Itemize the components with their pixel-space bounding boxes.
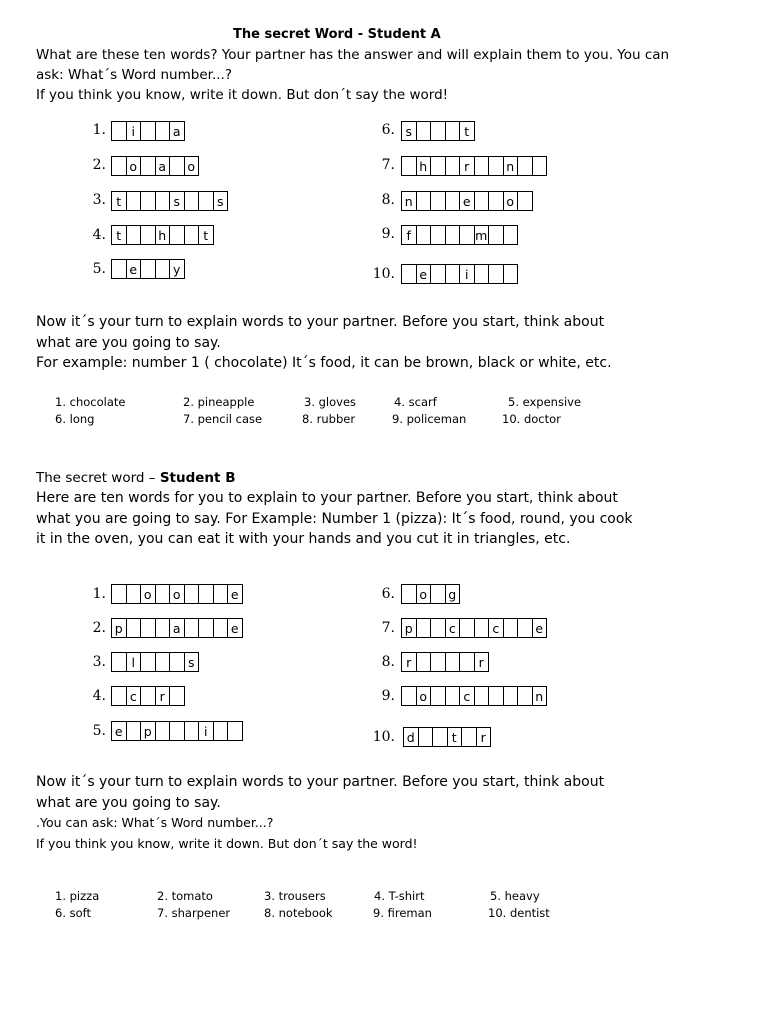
intro-student-b (36, 488, 633, 550)
turn-line: Now it´s your turn to explain words to your partner. Before you start, think about (36, 314, 605, 330)
letter-box (517, 686, 533, 706)
letter-box: l (126, 652, 142, 672)
letter-box (430, 686, 446, 706)
letter-box (445, 121, 461, 141)
puzzle-label: 9. (381, 226, 395, 242)
letter-box (488, 191, 504, 211)
word-item: 1. pizza (55, 889, 100, 903)
letter-box: o (416, 686, 432, 706)
letter-box: n (532, 686, 548, 706)
letter-box (503, 686, 519, 706)
letter-box (459, 618, 475, 638)
letter-boxes (111, 618, 243, 638)
letter-box: s (169, 191, 185, 211)
letter-boxes (401, 225, 518, 245)
letter-box (459, 225, 475, 245)
puzzle-label: 8. (381, 654, 395, 670)
letter-boxes (111, 652, 199, 672)
letter-box: e (532, 618, 548, 638)
letter-box (517, 156, 533, 176)
word-item: 2. tomato (157, 889, 213, 903)
letter-box: t (198, 225, 214, 245)
letter-box: m (474, 225, 490, 245)
letter-box (488, 156, 504, 176)
letter-boxes (401, 652, 489, 672)
letter-box: e (416, 264, 432, 284)
letter-box (432, 727, 448, 747)
letter-box: o (184, 156, 200, 176)
letter-box (474, 618, 490, 638)
word-item: 3. trousers (264, 889, 326, 903)
letter-box (140, 225, 156, 245)
puzzle-label: 1. (92, 122, 106, 138)
puzzle-label: 1. (92, 586, 106, 602)
letter-box: y (169, 259, 185, 279)
letter-box (416, 121, 432, 141)
letter-box (416, 225, 432, 245)
letter-box: i (198, 721, 214, 741)
letter-box: r (476, 727, 492, 747)
letter-box (418, 727, 434, 747)
letter-box (430, 225, 446, 245)
word-item: 6. long (55, 412, 95, 426)
letter-box: n (503, 156, 519, 176)
letter-boxes (111, 721, 243, 741)
puzzle-label: 4. (92, 227, 106, 243)
letter-box (140, 191, 156, 211)
puzzle-label: 3. (92, 654, 106, 670)
letter-box (155, 121, 171, 141)
letter-box (445, 191, 461, 211)
letter-box (488, 686, 504, 706)
letter-box (198, 618, 214, 638)
letter-box: i (126, 121, 142, 141)
letter-box (430, 264, 446, 284)
letter-box (474, 156, 490, 176)
word-item: 8. notebook (264, 906, 333, 920)
letter-box (445, 686, 461, 706)
letter-box: r (474, 652, 490, 672)
intro-line: Here are ten words for you to explain to your partner. Before you start, think about (36, 490, 618, 506)
letter-box (184, 618, 200, 638)
letter-box (111, 121, 127, 141)
letter-box (445, 156, 461, 176)
letter-box (169, 156, 185, 176)
puzzle-label: 9. (381, 688, 395, 704)
title-student-b (36, 468, 236, 488)
letter-boxes (111, 584, 243, 604)
word-item: 9. fireman (373, 906, 432, 920)
letter-box: r (401, 652, 417, 672)
letter-box (517, 618, 533, 638)
letter-box (474, 264, 490, 284)
letter-box (155, 721, 171, 741)
letter-box: s (184, 652, 200, 672)
letter-box: e (227, 584, 243, 604)
letter-box (213, 721, 229, 741)
letter-box: f (401, 225, 417, 245)
letter-box: c (459, 686, 475, 706)
letter-box: t (447, 727, 463, 747)
word-item: 5. expensive (508, 395, 582, 409)
letter-box (111, 686, 127, 706)
intro-line: What are these ten words? Your partner has the answer and will explain them to you. You can (36, 47, 670, 63)
turn-line: what are you going to say. (36, 334, 221, 351)
word-item: 1. chocolate (55, 395, 126, 409)
letter-box (503, 618, 519, 638)
letter-box: o (416, 584, 432, 604)
puzzle-label: 3. (92, 192, 106, 208)
letter-box (416, 618, 432, 638)
letter-boxes (111, 686, 185, 706)
letter-box (169, 652, 185, 672)
letter-box (184, 191, 200, 211)
letter-box: p (140, 721, 156, 741)
letter-box (213, 584, 229, 604)
letter-box (488, 225, 504, 245)
turn-student-a (36, 312, 612, 374)
letter-box: s (213, 191, 229, 211)
letter-box: a (155, 156, 171, 176)
letter-box (126, 584, 142, 604)
letter-box: p (401, 618, 417, 638)
letter-box: e (459, 191, 475, 211)
letter-box: p (111, 618, 127, 638)
letter-box (445, 225, 461, 245)
puzzle-label: 5. (92, 261, 106, 277)
turn-line: what are you going to say. (36, 794, 221, 811)
letter-boxes (401, 191, 533, 211)
letter-boxes (401, 121, 475, 141)
letter-boxes (401, 618, 547, 638)
turn-line: .You can ask: What´s Word number...? (36, 815, 274, 830)
letter-box (126, 618, 142, 638)
word-item: 4. T-shirt (374, 889, 425, 903)
intro-student-a (36, 45, 669, 105)
letter-box (401, 264, 417, 284)
letter-box: t (111, 191, 127, 211)
puzzle-label: 6. (381, 122, 395, 138)
word-item: 3. gloves (304, 395, 357, 409)
letter-box (474, 191, 490, 211)
letter-box (155, 191, 171, 211)
letter-box (416, 191, 432, 211)
letter-box (169, 721, 185, 741)
word-item: 4. scarf (394, 395, 437, 409)
letter-box: t (111, 225, 127, 245)
letter-box (126, 721, 142, 741)
puzzle-label: 6. (381, 586, 395, 602)
puzzle-label: 8. (381, 192, 395, 208)
puzzle-label: 4. (92, 688, 106, 704)
letter-box (184, 584, 200, 604)
turn-student-b (36, 772, 604, 854)
letter-box: c (445, 618, 461, 638)
letter-boxes (401, 584, 460, 604)
puzzle-label: 2. (92, 157, 106, 173)
letter-box: c (488, 618, 504, 638)
intro-line: ask: What´s Word number...? (36, 67, 232, 83)
intro-line: If you think you know, write it down. But don´t say the word! (36, 87, 449, 103)
letter-boxes (401, 156, 547, 176)
letter-box (140, 259, 156, 279)
letter-box: r (459, 156, 475, 176)
letter-box (503, 225, 519, 245)
letter-boxes (111, 225, 214, 245)
letter-box: d (403, 727, 419, 747)
word-item: 6. soft (55, 906, 92, 920)
letter-boxes (111, 259, 185, 279)
letter-box (532, 156, 548, 176)
letter-box (140, 618, 156, 638)
letter-box (445, 652, 461, 672)
letter-box (140, 686, 156, 706)
letter-box (126, 191, 142, 211)
letter-box (155, 618, 171, 638)
letter-box: e (111, 721, 127, 741)
letter-box (227, 721, 243, 741)
letter-boxes (111, 156, 199, 176)
letter-box (111, 156, 127, 176)
title-student-a: The secret Word - Student A (233, 27, 441, 42)
letter-boxes (111, 191, 228, 211)
turn-line: For example: number 1 ( chocolate) It´s food, it can be brown, black or white, etc. (36, 355, 612, 371)
letter-box: a (169, 618, 185, 638)
puzzle-label: 10. (372, 729, 395, 745)
word-item: 9. policeman (392, 412, 467, 426)
letter-box (198, 191, 214, 211)
letter-box: r (155, 686, 171, 706)
word-item: 2. pineapple (183, 395, 255, 409)
letter-box (430, 156, 446, 176)
word-item: 5. heavy (490, 889, 540, 903)
letter-box: n (401, 191, 417, 211)
letter-box (517, 191, 533, 211)
intro-line: it in the oven, you can eat it with your hands and you cut it in triangles, etc. (36, 531, 571, 547)
letter-box (155, 259, 171, 279)
letter-box (430, 191, 446, 211)
letter-box: e (227, 618, 243, 638)
letter-box (169, 225, 185, 245)
letter-box: o (169, 584, 185, 604)
letter-box (401, 584, 417, 604)
letter-box (459, 652, 475, 672)
letter-boxes (401, 686, 547, 706)
letter-box (184, 721, 200, 741)
letter-box: h (416, 156, 432, 176)
letter-box (111, 652, 127, 672)
word-item: 10. doctor (502, 412, 561, 426)
turn-line: Now it´s your turn to explain words to your partner. Before you start, think about (36, 774, 605, 790)
letter-box (445, 264, 461, 284)
letter-box: e (126, 259, 142, 279)
letter-box (461, 727, 477, 747)
letter-boxes (403, 727, 491, 747)
letter-box (430, 584, 446, 604)
letter-box (155, 584, 171, 604)
letter-box (213, 618, 229, 638)
letter-box (430, 618, 446, 638)
letter-box: g (445, 584, 461, 604)
letter-box (474, 686, 490, 706)
letter-box: o (126, 156, 142, 176)
intro-line: what you are going to say. For Example: Number 1 (pizza): It´s food, round, you cook (36, 510, 633, 527)
letter-box: t (459, 121, 475, 141)
letter-box (140, 121, 156, 141)
letter-box (126, 225, 142, 245)
letter-box (488, 264, 504, 284)
word-item: 10. dentist (488, 906, 550, 920)
letter-box (401, 686, 417, 706)
letter-box (169, 686, 185, 706)
letter-box (111, 259, 127, 279)
letter-box (198, 584, 214, 604)
letter-box: s (401, 121, 417, 141)
title-prefix: The secret word – (36, 470, 160, 486)
puzzle-label: 7. (381, 620, 395, 636)
letter-box (503, 264, 519, 284)
letter-box (430, 652, 446, 672)
letter-box (430, 121, 446, 141)
letter-boxes (111, 121, 185, 141)
letter-box (140, 652, 156, 672)
letter-box (416, 652, 432, 672)
title-bold: Student B (159, 470, 236, 486)
letter-box (140, 156, 156, 176)
letter-box: o (503, 191, 519, 211)
word-item: 8. rubber (302, 412, 356, 426)
puzzle-label: 7. (381, 157, 395, 173)
letter-box: i (459, 264, 475, 284)
word-item: 7. sharpener (157, 906, 231, 920)
letter-box (184, 225, 200, 245)
letter-box (401, 156, 417, 176)
word-item: 7. pencil case (183, 412, 263, 426)
letter-box: o (140, 584, 156, 604)
puzzle-label: 2. (92, 620, 106, 636)
letter-box (111, 584, 127, 604)
turn-line: If you think you know, write it down. But don´t say the word! (36, 835, 418, 851)
puzzle-label: 10. (372, 266, 395, 282)
puzzle-label: 5. (92, 723, 106, 739)
letter-box: c (126, 686, 142, 706)
letter-box: a (169, 121, 185, 141)
letter-box (155, 652, 171, 672)
letter-boxes (401, 264, 518, 284)
letter-box: h (155, 225, 171, 245)
